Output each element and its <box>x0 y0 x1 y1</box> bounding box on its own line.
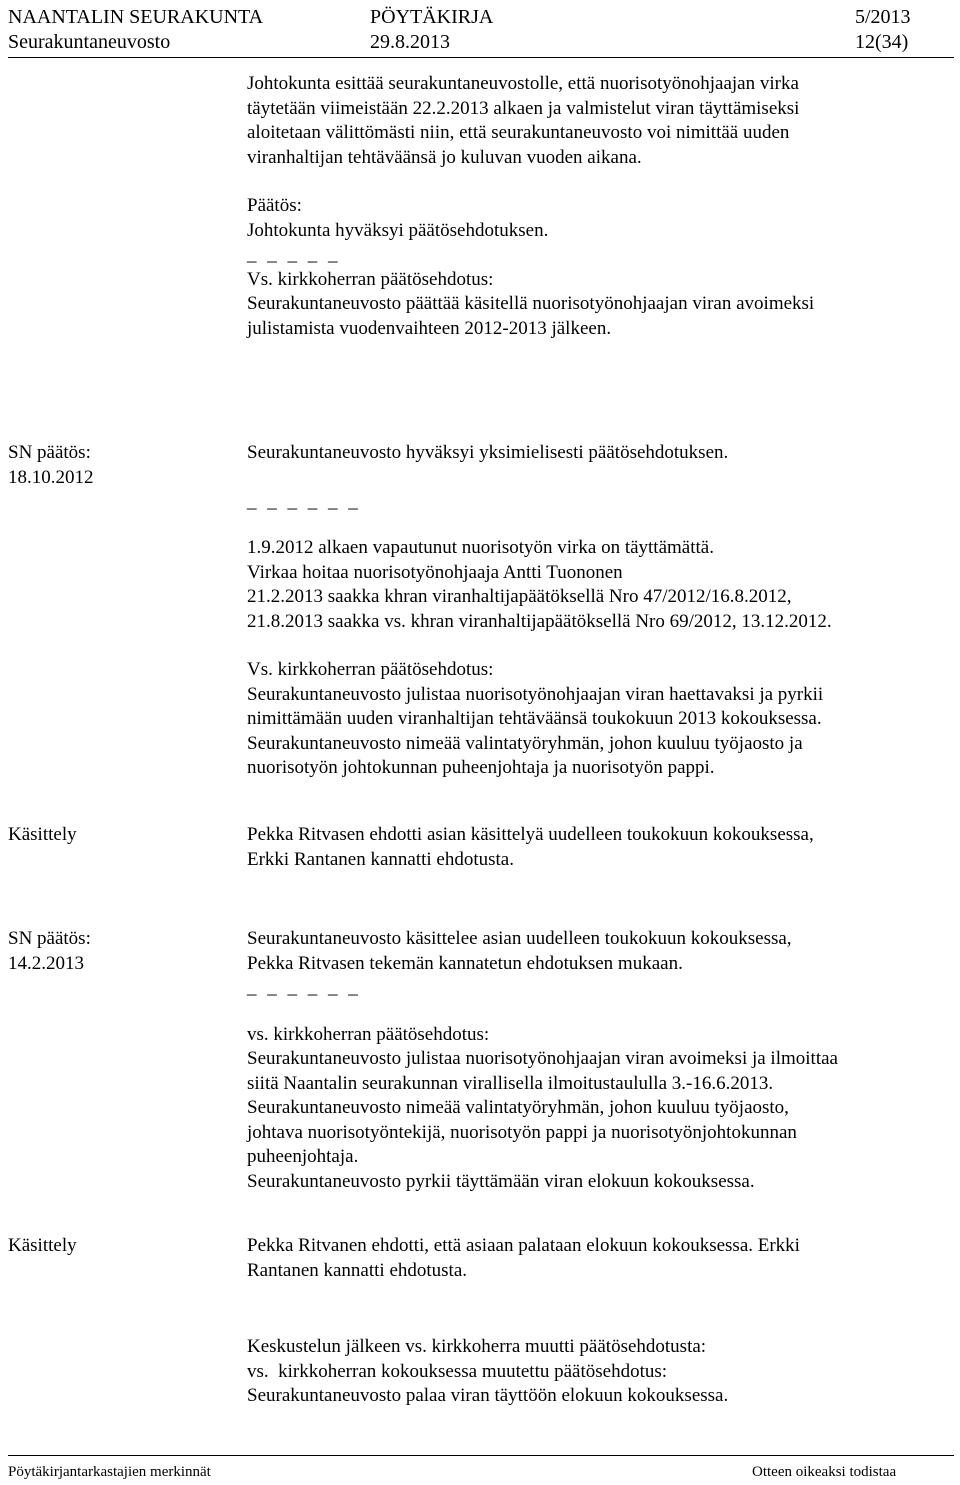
header-date: 29.8.2013 <box>370 31 450 53</box>
proposal-line: nimittämään uuden viranhaltijan tehtäväänsä toukokuun 2013 kokouksessa. <box>247 708 822 729</box>
proposal-line: Seurakuntaneuvosto pyrkii täyttämään viran elokuun kokouksessa. <box>247 1170 755 1192</box>
info-line: 21.8.2013 saakka vs. khran viranhaltijapäätöksellä Nro 69/2012, 13.12.2012. <box>247 610 832 632</box>
section-2-main <box>247 441 953 781</box>
sn-decision-text: Seurakuntaneuvosto hyväksyi yksimielisesti päätösehdotuksen. <box>247 442 729 463</box>
header-page: 12(34) <box>855 31 909 53</box>
proposal-line: Seurakuntaneuvosto julistaa nuorisotyönohjaajan viran haettavaksi ja pyrkii <box>247 683 824 705</box>
handling-label-text: Käsittely <box>8 1235 77 1256</box>
footer-left: Pöytäkirjantarkastajien merkinnät <box>8 1464 211 1480</box>
separator: _ _ _ _ _ <box>247 244 341 265</box>
proposal-line: Seurakuntaneuvosto nimeää valintatyöryhmän, johon kuuluu työjaosto, <box>247 1097 789 1118</box>
proposal-line: puheenjohtaja. <box>247 1146 359 1167</box>
sn-label: SN päätös: <box>8 442 91 463</box>
section-3-handling <box>247 1234 953 1283</box>
header-rule <box>8 57 954 58</box>
intro-line: viranhaltijan tehtäväänsä jo kuluvan vuoden aikana. <box>247 146 642 168</box>
proposal-line: nuorisotyön johtokunnan puheenjohtaja ja nuorisotyön pappi. <box>247 757 715 778</box>
sn-label: SN päätös: <box>8 928 91 949</box>
closing-line: Seurakuntaneuvosto palaa viran täyttöön elokuun kokouksessa. <box>247 1385 729 1406</box>
info-line: Virkaa hoitaa nuorisotyönohjaaja Antti Tuononen <box>247 561 623 583</box>
closing-line: vs. kirkkoherran kokouksessa muutettu päätösehdotus: <box>247 1360 668 1382</box>
proposal-line: Seurakuntaneuvosto nimeää valintatyöryhmän, johon kuuluu työjaosto ja <box>247 732 803 754</box>
section-2-margin <box>8 441 94 490</box>
footer-rule <box>8 1455 954 1456</box>
header-body: Seurakuntaneuvosto <box>8 31 171 53</box>
separator: _ _ _ _ _ _ <box>247 490 361 512</box>
closing-line: Keskustelun jälkeen vs. kirkkoherra muutti päätösehdotusta: <box>247 1336 707 1357</box>
header-doc-type: PÖYTÄKIRJA <box>370 6 494 28</box>
separator: _ _ _ _ _ _ <box>247 977 361 998</box>
decision-label: Päätös: <box>247 195 302 216</box>
handling-line: Rantanen kannatti ehdotusta. <box>247 1259 468 1281</box>
sn-date: 14.2.2013 <box>8 952 84 974</box>
section-2-handling <box>247 823 953 872</box>
header-org: NAANTALIN SEURAKUNTA <box>8 6 264 28</box>
proposal-line: Seurakuntaneuvosto päättää käsitellä nuorisotyönohjaajan viran avoimeksi <box>247 293 815 314</box>
section-3-margin <box>8 927 91 976</box>
sn-decision-line: Pekka Ritvasen tekemän kannatetun ehdotuksen mukaan. <box>247 952 683 974</box>
info-line: 1.9.2012 alkaen vapautunut nuorisotyön virka on täyttämättä. <box>247 537 714 558</box>
section-3-main <box>247 927 953 1194</box>
handling-line: Pekka Ritvasen ehdotti asian käsittelyä uudelleen toukokuun kokouksessa, <box>247 824 814 845</box>
proposal-line: johtava nuorisotyöntekijä, nuorisotyön pappi ja nuorisotyönjohtokunnan <box>247 1121 797 1143</box>
proposal-line: siitä Naantalin seurakunnan virallisella ilmoitustaululla 3.-16.6.2013. <box>247 1072 774 1094</box>
info-line: 21.2.2013 saakka khran viranhaltijapäätöksellä Nro 47/2012/16.8.2012, <box>247 586 792 607</box>
intro-line: Johtokunta esittää seurakuntaneuvostolle, että nuorisotyönohjaajan virka <box>247 73 799 94</box>
footer-right: Otteen oikeaksi todistaa <box>752 1464 897 1480</box>
sn-decision-line: Seurakuntaneuvosto käsittelee asian uudelleen toukokuun kokouksessa, <box>247 928 792 949</box>
handling-line: Erkki Rantanen kannatti ehdotusta. <box>247 848 514 870</box>
sn-date: 18.10.2012 <box>8 466 94 488</box>
section-3-closing <box>247 1335 953 1409</box>
handling-line: Pekka Ritvanen ehdotti, että asiaan palataan elokuun kokouksessa. Erkki <box>247 1235 800 1256</box>
proposal-line: Seurakuntaneuvosto julistaa nuorisotyönohjaajan viran avoimeksi ja ilmoittaa <box>247 1048 838 1069</box>
handling-label <box>8 1234 77 1259</box>
intro-line: aloitetaan välittömästi niin, että seurakuntaneuvosto voi nimittää uuden <box>247 122 790 143</box>
decision-text: Johtokunta hyväksyi päätösehdotuksen. <box>247 219 549 241</box>
section-1-main <box>247 72 953 341</box>
proposal-label: Vs. kirkkoherran päätösehdotus: <box>247 268 494 290</box>
proposal-label: vs. kirkkoherran päätösehdotus: <box>247 1023 490 1045</box>
handling-label-text: Käsittely <box>8 824 77 845</box>
intro-line: täytetään viimeistään 22.2.2013 alkaen ja valmistelut viran täyttämiseksi <box>247 97 800 119</box>
proposal-line: julistamista vuodenvaihteen 2012-2013 jälkeen. <box>247 317 612 339</box>
handling-label <box>8 823 77 848</box>
header-doc-number: 5/2013 <box>855 6 911 28</box>
proposal-label: Vs. kirkkoherran päätösehdotus: <box>247 659 494 680</box>
